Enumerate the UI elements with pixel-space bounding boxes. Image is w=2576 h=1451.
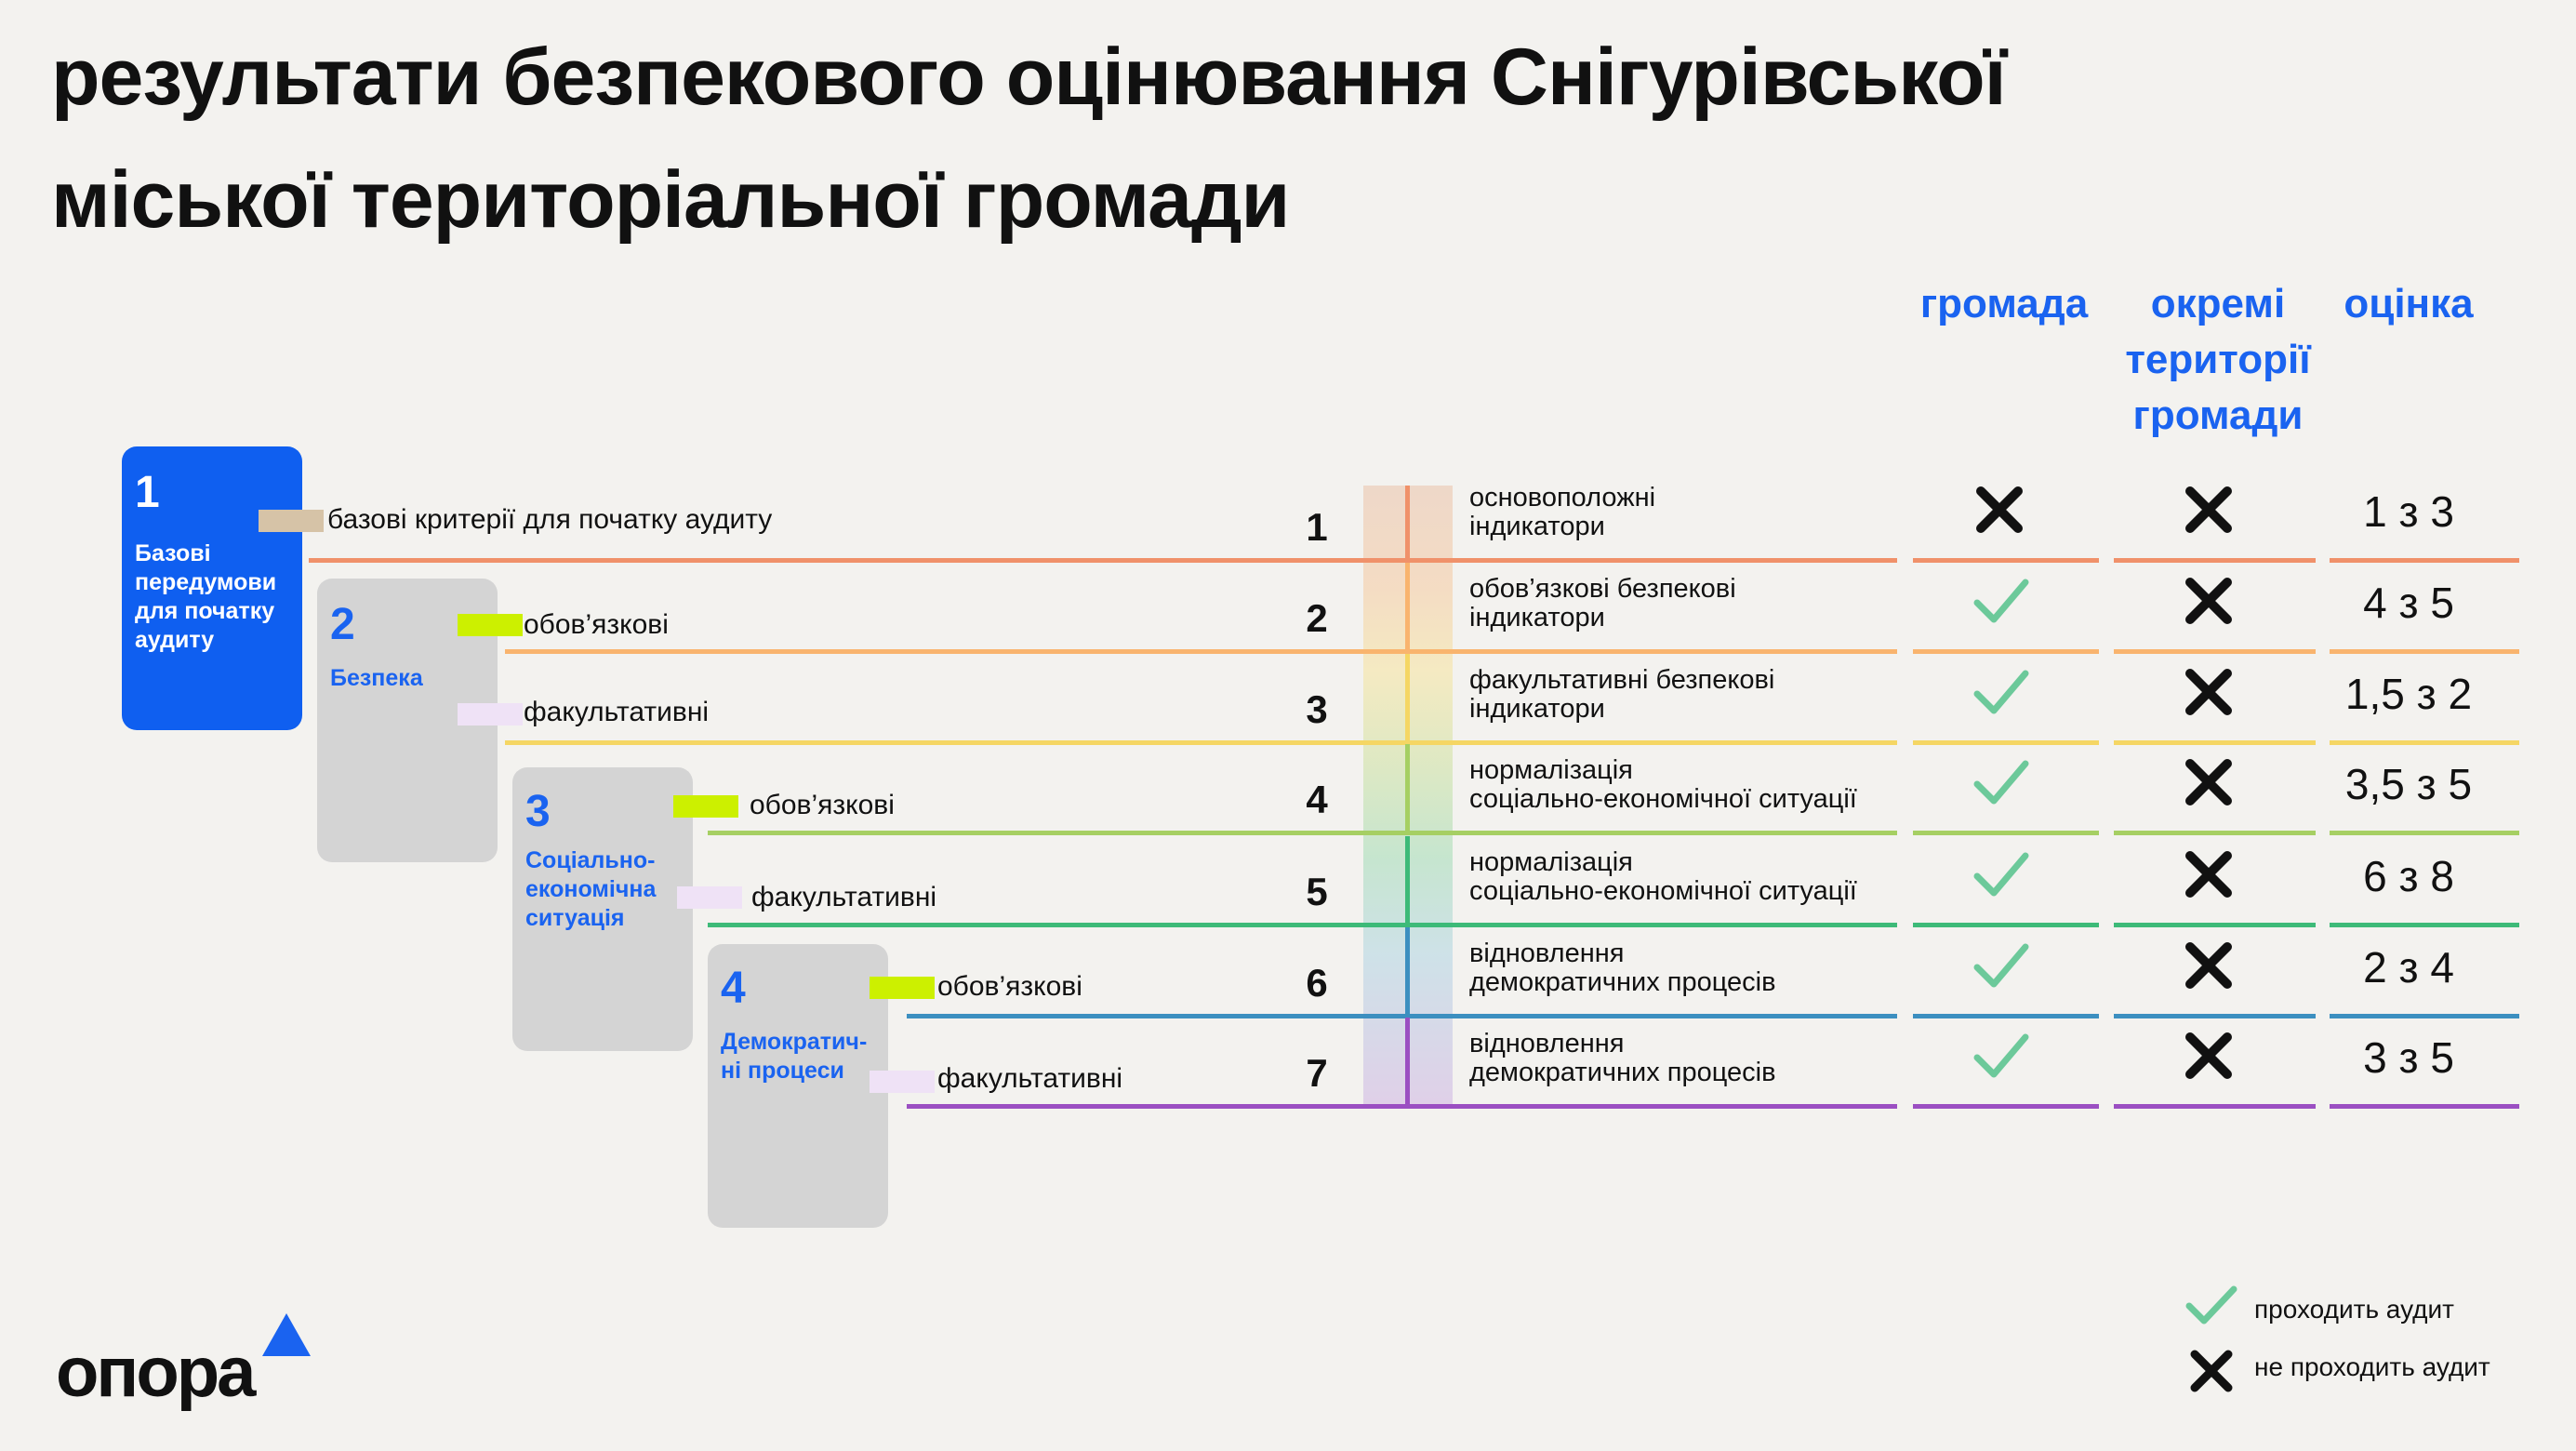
row-line-territories — [2114, 558, 2316, 563]
row-line-community — [1913, 1104, 2099, 1109]
logo-text: опора — [56, 1333, 254, 1412]
indicator-line: демократичних процесів — [1469, 967, 1776, 997]
legend-cross-icon — [2187, 1347, 2236, 1395]
community-mark-check-icon — [1972, 1028, 2031, 1084]
logo-triangle-icon — [262, 1313, 311, 1356]
tag-mandatory-level2: обов’язкові — [524, 609, 669, 640]
row-line-territories — [2114, 649, 2316, 654]
level-3-label-line: ситуація — [525, 905, 625, 931]
tag-swatch-mandatory — [870, 977, 935, 999]
row-number: 5 — [1306, 870, 1328, 913]
row-line-territories — [2114, 1014, 2316, 1018]
indicator-line: демократичних процесів — [1469, 1058, 1776, 1087]
level-3-label-line: Соціально- — [525, 847, 656, 873]
community-mark-check-icon — [1972, 846, 2031, 902]
indicator-line: індикатори — [1469, 694, 1605, 724]
indicator-line: соціально-економічної ситуації — [1469, 784, 1857, 814]
tag-optional-level3: факультативні — [751, 882, 937, 912]
tag-optional-level4: факультативні — [937, 1063, 1123, 1094]
indicator-text — [1469, 666, 1897, 724]
territories-mark-cross-icon — [2181, 938, 2237, 993]
column-header-territories — [2092, 276, 2344, 444]
level-4-label-line: Демократич- — [721, 1029, 868, 1055]
community-mark-cross-icon — [1972, 482, 2027, 538]
level-4-label — [721, 1028, 867, 1085]
row-line-community — [1913, 558, 2099, 563]
row-vertical-line — [1405, 486, 1410, 558]
community-mark-check-icon — [1972, 938, 2031, 993]
territories-mark-cross-icon — [2181, 754, 2237, 810]
tag-swatch-optional — [870, 1071, 935, 1093]
territories-mark-cross-icon — [2181, 664, 2237, 720]
community-mark-check-icon — [1972, 573, 2031, 629]
row-line-score — [2330, 649, 2519, 654]
row-line-score — [2330, 1104, 2519, 1109]
row-line-community — [1913, 831, 2099, 835]
level-3-label-line: економічна — [525, 876, 657, 902]
row-number: 7 — [1306, 1051, 1328, 1095]
indicator-text — [1469, 848, 1897, 906]
row-vertical-line — [1405, 744, 1410, 831]
score-value: 4 з 5 — [2363, 579, 2454, 627]
level-1-label-line: передумови — [135, 569, 277, 595]
tag-swatch-mandatory — [458, 614, 523, 636]
tag-swatch-base — [259, 510, 324, 532]
row-line-community — [1913, 1014, 2099, 1018]
indicator-text — [1469, 575, 1897, 632]
tag-swatch-optional — [677, 886, 742, 909]
column-header-community: громада — [1919, 281, 2089, 326]
score-value: 2 з 4 — [2363, 943, 2454, 992]
level-4-number: 4 — [721, 964, 746, 1013]
row-line-community — [1913, 740, 2099, 745]
row-line — [907, 1014, 1897, 1018]
level-box-4 — [708, 944, 888, 1228]
level-1-label — [135, 539, 276, 655]
logo — [56, 1313, 316, 1416]
page-title-line1: результати безпекового оцінювання Снігурівської — [51, 33, 2006, 122]
row-line — [907, 1104, 1897, 1109]
indicator-line: відновлення — [1469, 938, 1625, 968]
column-header-territories-line3: громади — [2132, 393, 2304, 438]
territories-mark-cross-icon — [2181, 573, 2237, 629]
indicator-line: обов’язкові безпекові — [1469, 574, 1736, 604]
territories-mark-cross-icon — [2181, 1028, 2237, 1084]
legend-check-icon — [2184, 1282, 2239, 1328]
legend-pass-label: проходить аудит — [2254, 1295, 2454, 1324]
indicator-line: індикатори — [1469, 512, 1605, 541]
row-line-territories — [2114, 923, 2316, 927]
indicator-text — [1469, 939, 1897, 997]
level-3-label — [525, 846, 656, 933]
legend-fail-label: не проходить аудит — [2254, 1352, 2490, 1381]
tag-swatch-mandatory — [673, 795, 738, 818]
indicator-line: нормалізація — [1469, 847, 1633, 877]
row-line-score — [2330, 923, 2519, 927]
level-4-label-line: ні процеси — [721, 1058, 844, 1084]
indicator-text — [1469, 1030, 1897, 1087]
row-line-territories — [2114, 740, 2316, 745]
row-line-score — [2330, 831, 2519, 835]
row-line-territories — [2114, 1104, 2316, 1109]
indicator-line: індикатори — [1469, 603, 1605, 632]
tag-base: базові критерії для початку аудиту — [327, 504, 773, 535]
row-vertical-line — [1405, 836, 1410, 923]
row-vertical-line — [1405, 563, 1410, 649]
row-line — [708, 831, 1897, 835]
score-value: 3 з 5 — [2363, 1033, 2454, 1082]
level-2-label: Безпека — [330, 665, 423, 691]
score-value: 1 з 3 — [2363, 487, 2454, 536]
row-line-territories — [2114, 831, 2316, 835]
column-header-territories-line2: території — [2125, 337, 2311, 382]
indicator-line: нормалізація — [1469, 755, 1633, 785]
page-title-line2: міської територіальної громади — [51, 155, 1290, 245]
row-line-score — [2330, 558, 2519, 563]
row-line — [309, 558, 1897, 563]
row-vertical-line — [1405, 1018, 1410, 1104]
row-line — [505, 649, 1897, 654]
level-3-number: 3 — [525, 787, 551, 836]
row-number: 4 — [1306, 778, 1328, 821]
score-value: 1,5 з 2 — [2344, 670, 2473, 718]
indicator-line: основоположні — [1469, 483, 1656, 513]
column-header-territories-line1: окремі — [2150, 281, 2286, 326]
level-1-label-line: Базові — [135, 540, 211, 566]
tag-optional-level2: факультативні — [524, 697, 710, 727]
indicator-line: відновлення — [1469, 1029, 1625, 1058]
column-header-score: оцінка — [2344, 281, 2474, 326]
community-mark-check-icon — [1972, 664, 2031, 720]
indicator-text — [1469, 484, 1897, 541]
level-box-1 — [122, 446, 302, 730]
community-mark-check-icon — [1972, 754, 2031, 810]
row-number: 1 — [1306, 505, 1328, 549]
score-value: 3,5 з 5 — [2344, 760, 2473, 808]
territories-mark-cross-icon — [2181, 846, 2237, 902]
row-vertical-line — [1405, 927, 1410, 1014]
row-line — [505, 740, 1897, 745]
tag-mandatory-level4: обов’язкові — [937, 971, 1082, 1002]
row-number: 6 — [1306, 961, 1328, 1005]
row-number: 2 — [1306, 596, 1328, 640]
row-line-community — [1913, 649, 2099, 654]
level-1-label-line: для початку — [135, 598, 275, 624]
territories-mark-cross-icon — [2181, 482, 2237, 538]
row-line-score — [2330, 740, 2519, 745]
indicator-line: факультативні безпекові — [1469, 665, 1775, 695]
level-2-number: 2 — [330, 600, 355, 649]
score-value: 6 з 8 — [2363, 852, 2454, 900]
level-1-number: 1 — [135, 468, 160, 517]
indicator-text — [1469, 756, 1897, 814]
row-line-community — [1913, 923, 2099, 927]
tag-swatch-optional — [458, 703, 523, 726]
row-line-score — [2330, 1014, 2519, 1018]
level-1-label-line: аудиту — [135, 627, 215, 653]
row-number: 3 — [1306, 687, 1328, 731]
tag-mandatory-level3: обов’язкові — [750, 790, 895, 820]
level-box-3 — [512, 767, 693, 1051]
indicator-line: соціально-економічної ситуації — [1469, 876, 1857, 906]
row-vertical-line — [1405, 654, 1410, 740]
row-line — [708, 923, 1897, 927]
